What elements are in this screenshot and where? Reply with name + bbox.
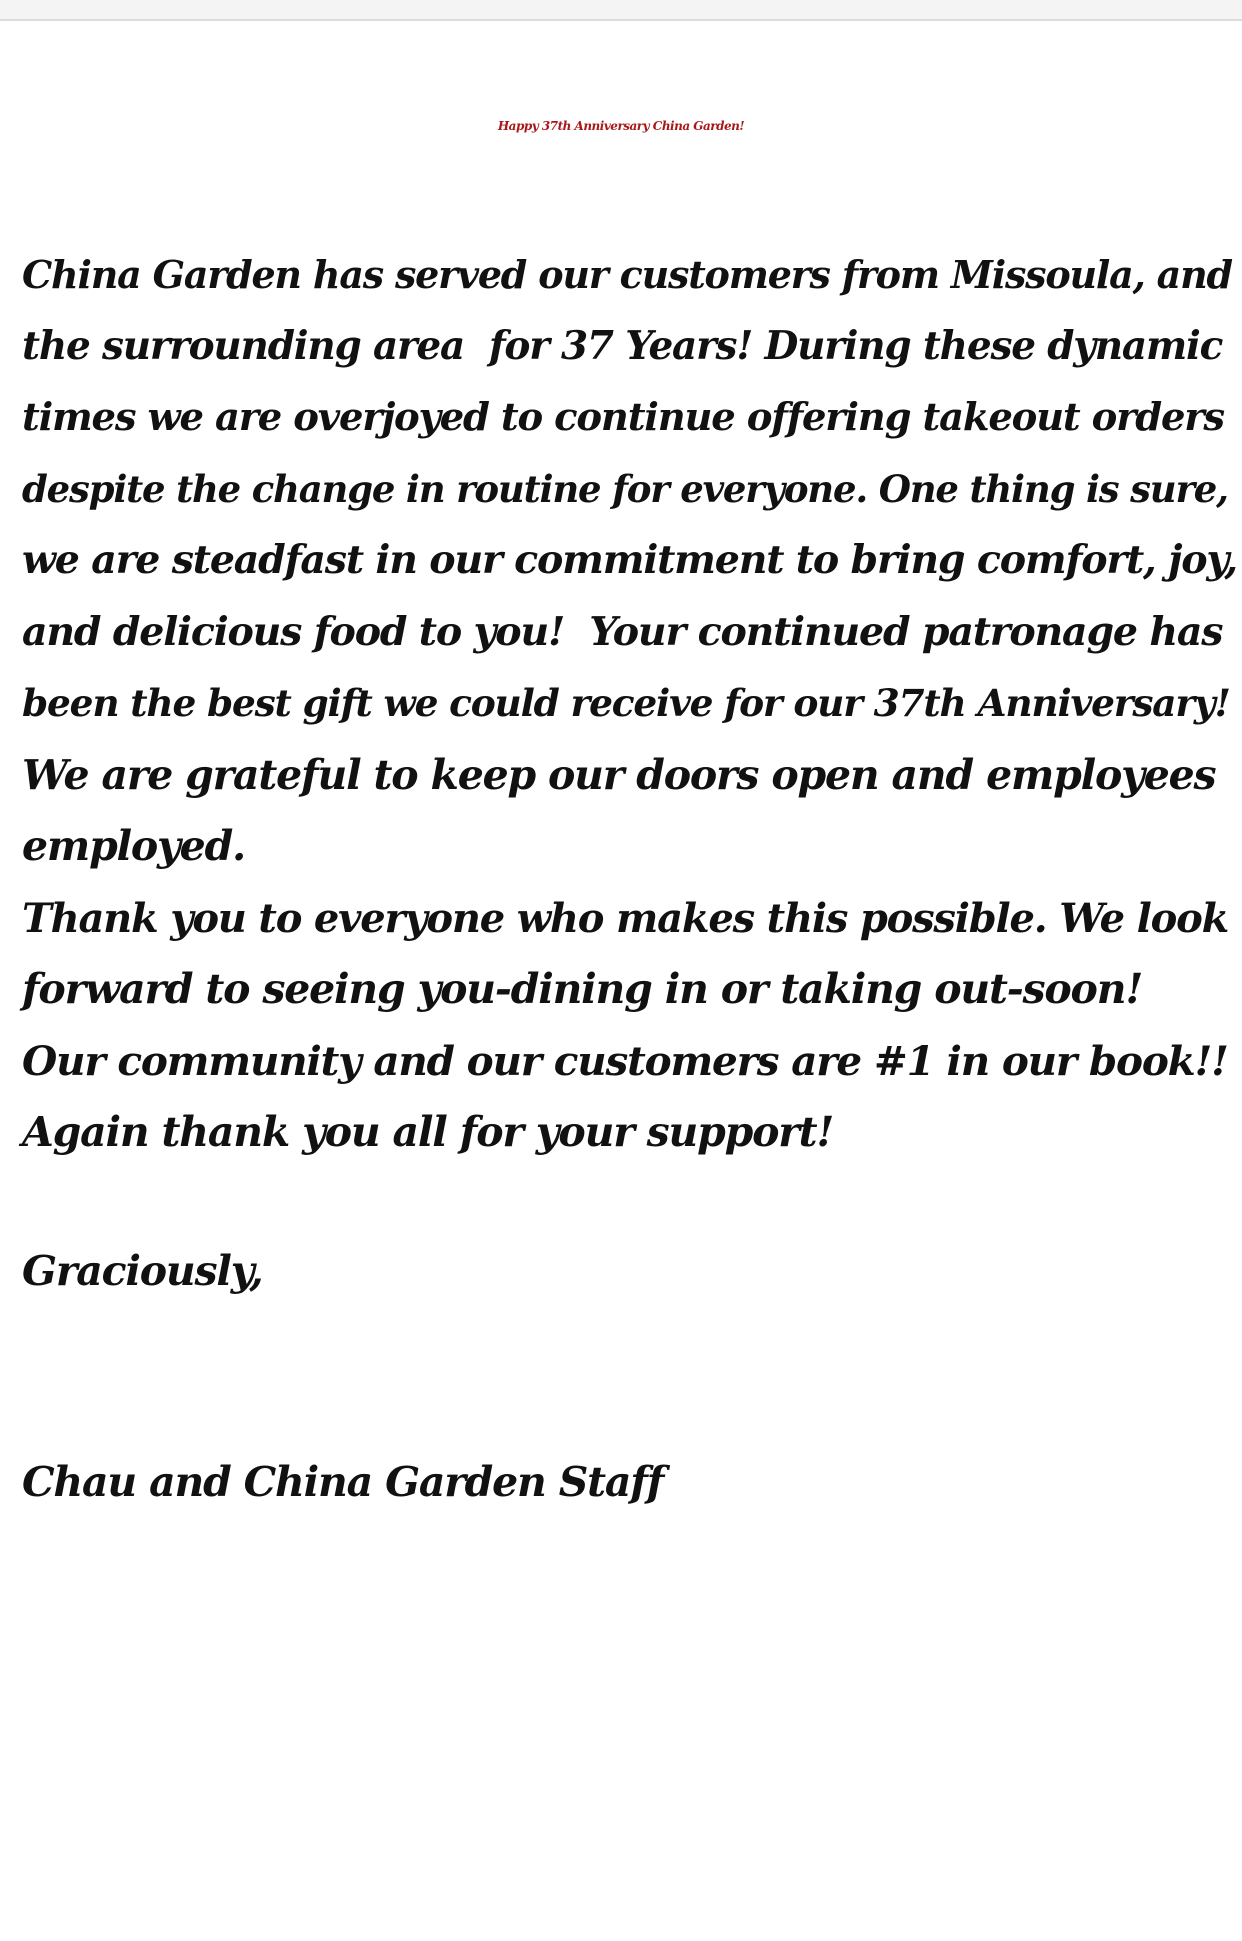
letter-title: Happy 37th Anniversary China Garden! xyxy=(497,119,745,133)
body-line: despite the change in routine for everyone. One thing is sure, xyxy=(22,466,1228,511)
letter-body xyxy=(22,239,1237,1169)
body-line: China Garden has served our customers from Missoula, and xyxy=(22,252,1232,297)
body-line: the surrounding area for 37 Years! During these dynamic xyxy=(22,322,1223,369)
body-line: Thank you to everyone who makes this possible. We look xyxy=(22,894,1229,942)
body-line: times we are overjoyed to continue offering takeout orders xyxy=(22,395,1224,440)
letter-signature: Chau and China Garden Staff xyxy=(22,1458,664,1506)
body-line: been the best gift we could receive for our 37th Anniversary! xyxy=(22,681,1230,725)
body-line: employed. xyxy=(22,822,246,870)
body-line: Again thank you all for your support! xyxy=(22,1108,834,1156)
body-line: We are grateful to keep our doors open and employees xyxy=(22,750,1216,799)
body-line: and delicious food to you! Your continued patronage has xyxy=(22,608,1223,655)
body-line: we are steadfast in our commitment to bring comfort, joy, xyxy=(22,537,1237,583)
letter-closing: Graciously, xyxy=(22,1247,263,1295)
body-line: forward to seeing you-dining in or taking out-soon! xyxy=(22,965,1143,1013)
body-line: Our community and our customers are #1 in our book!! xyxy=(22,1036,1228,1085)
top-bar xyxy=(0,0,1242,21)
